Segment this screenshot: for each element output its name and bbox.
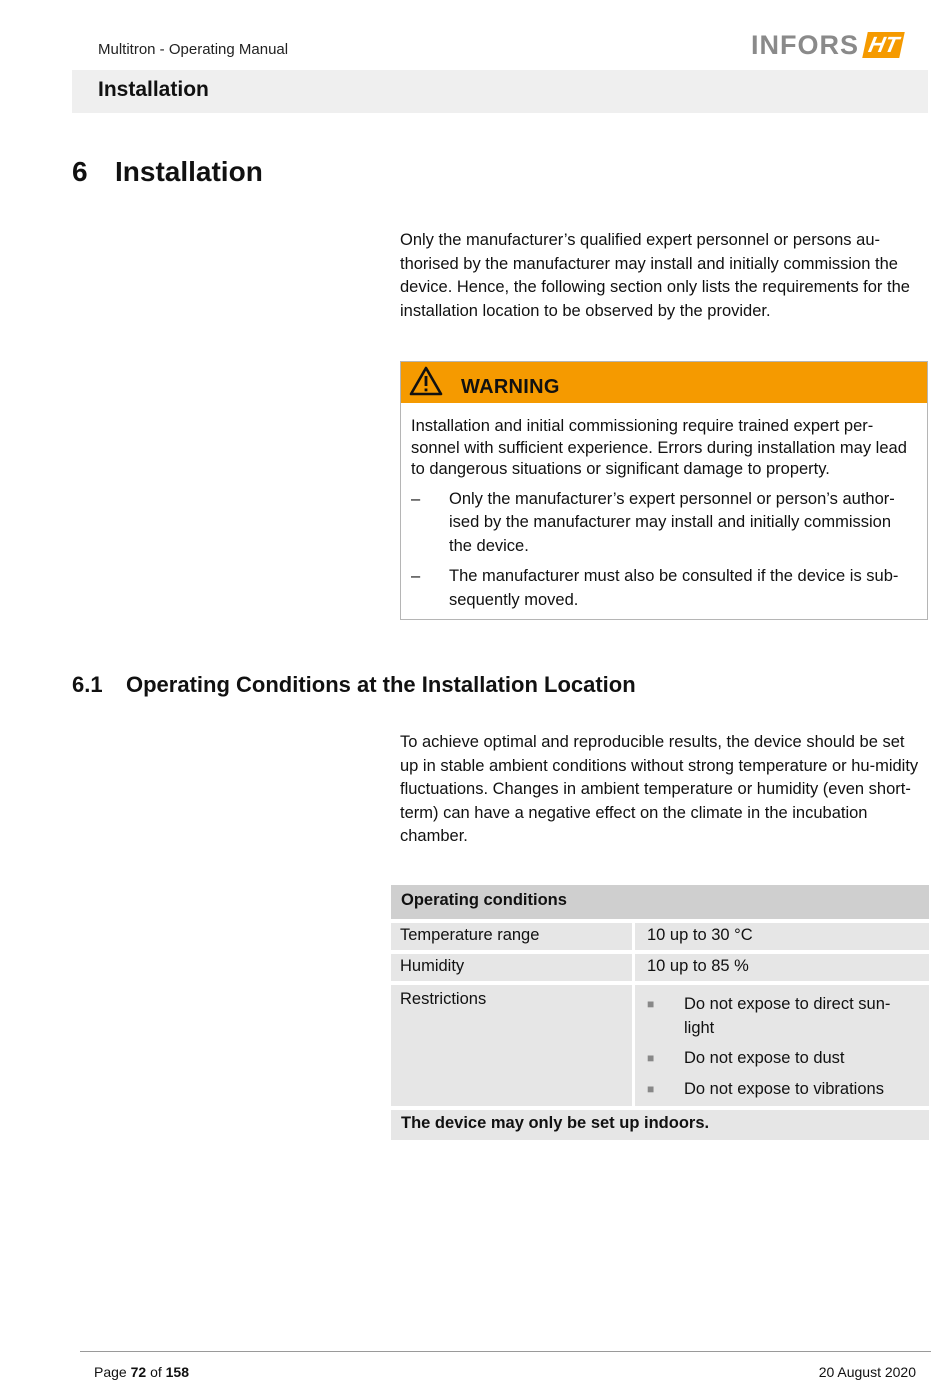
warning-text: Installation and initial commissioning require trained expert per-sonnel with sufficient experience. Errors during installation may lead to dangerous situations or significant damage to property. — [411, 417, 907, 478]
doc-header-title: Multitron - Operating Manual — [98, 41, 289, 58]
warning-box — [400, 361, 928, 620]
restrictions-cell — [635, 985, 929, 1106]
restrictions-list — [647, 990, 917, 1101]
footer-date: 20 August 2020 — [818, 1364, 916, 1380]
chapter-number: 6 — [72, 156, 88, 187]
operating-conditions-table — [391, 885, 929, 1140]
row-label: Humidity — [391, 954, 632, 981]
row-label: Temperature range — [391, 923, 632, 950]
chapter-heading — [72, 156, 263, 188]
restriction-text: Do not expose to vibrations — [684, 1079, 884, 1098]
row-value: 10 up to 30 °C — [635, 923, 929, 950]
dash-marker: – — [411, 567, 421, 585]
square-bullet-icon: ■ — [647, 997, 655, 1011]
restriction-text: Do not expose to direct sun-light — [684, 995, 891, 1037]
list-item — [647, 1047, 917, 1071]
page-number — [94, 1364, 189, 1380]
conditions-paragraph: To achieve optimal and reproducible results, the device should be set up in stable ambient conditions without strong temperature or hu-midity fluctuations. Changes in ambient temperature or humidity (even short-term) can have a negative effect on the climate in the incubation chamber. — [400, 733, 919, 845]
table-row — [391, 985, 929, 1106]
row-label: Restrictions — [391, 985, 632, 1106]
table-row — [391, 923, 929, 950]
footer-divider — [80, 1351, 931, 1352]
intro-paragraph: Only the manufacturer’s qualified expert personnel or persons au-thorised by the manufacturer may install and initially commission the device. Hence, the following section only lists the requirements for the installation location to be observed by the provider. — [400, 231, 910, 320]
warning-header — [401, 362, 927, 403]
infors-ht-logo — [751, 30, 902, 60]
table-footer: The device may only be set up indoors. — [391, 1110, 929, 1140]
warning-item-text: Only the manufacturer’s expert personnel or person’s author-ised by the manufacturer may install and initially commission the device. — [449, 489, 895, 555]
table-row — [391, 954, 929, 981]
warning-list-item — [411, 488, 917, 559]
warning-list — [411, 488, 917, 613]
warning-triangle-icon — [409, 366, 443, 396]
page-prefix: Page — [94, 1364, 127, 1380]
logo-ht-mark — [865, 32, 902, 58]
list-item — [647, 1078, 917, 1102]
subsection-title: Operating Conditions at the Installation Location — [126, 672, 636, 697]
square-bullet-icon: ■ — [647, 1081, 655, 1096]
chapter-title: Installation — [115, 156, 263, 187]
page-current: 72 — [130, 1364, 147, 1380]
table-header: Operating conditions — [391, 885, 929, 919]
logo-ht-text: HT — [862, 32, 905, 58]
row-value: 10 up to 85 % — [635, 954, 929, 981]
section-band — [72, 70, 928, 113]
section-band-label: Installation — [98, 78, 209, 101]
warning-list-item — [411, 565, 917, 612]
page-total: 158 — [165, 1364, 189, 1380]
logo-word: INFORS — [751, 29, 860, 60]
restriction-text: Do not expose to dust — [684, 1049, 845, 1067]
dash-marker: – — [411, 489, 421, 508]
list-item — [647, 993, 917, 1040]
square-bullet-icon: ■ — [647, 1051, 655, 1065]
subsection-heading — [72, 672, 636, 698]
warning-item-text: The manufacturer must also be consulted if the device is sub-sequently moved. — [449, 567, 899, 609]
subsection-number: 6.1 — [72, 672, 103, 697]
page-of: of — [150, 1364, 162, 1380]
warning-title: WARNING — [461, 376, 560, 398]
